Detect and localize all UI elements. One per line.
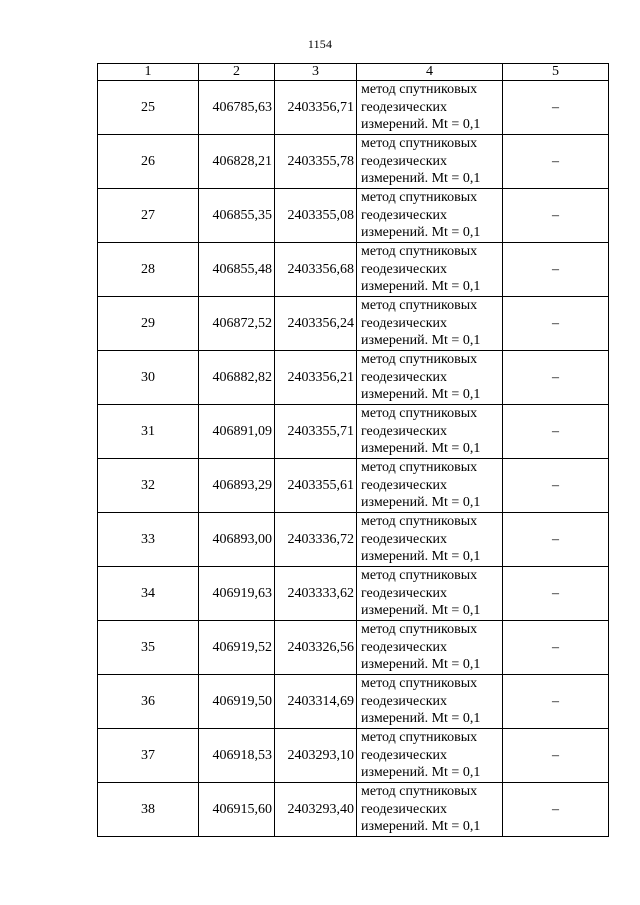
x-coordinate-cell: 406893,00: [199, 513, 275, 567]
method-line: измерений. Mt = 0,1: [361, 711, 481, 727]
method-line: метод спутниковых: [361, 406, 478, 422]
note-cell: –: [503, 135, 609, 189]
method-line: измерений. Mt = 0,1: [361, 171, 481, 187]
method-line: метод спутниковых: [361, 460, 478, 476]
method-line: метод спутниковых: [361, 244, 478, 260]
method-line: геодезических: [361, 801, 448, 817]
point-number-cell: 26: [98, 135, 199, 189]
y-coordinate-cell: 2403336,72: [275, 513, 357, 567]
method-line: измерений. Mt = 0,1: [361, 117, 481, 133]
table-row: [98, 729, 609, 783]
y-coordinate-cell: 2403293,10: [275, 729, 357, 783]
method-line: метод спутниковых: [361, 82, 478, 98]
method-line: метод спутниковых: [361, 352, 478, 368]
method-line: измерений. Mt = 0,1: [361, 549, 481, 565]
point-number-cell: 34: [98, 567, 199, 621]
note-cell: –: [503, 405, 609, 459]
method-line: метод спутниковых: [361, 298, 478, 314]
method-line: метод спутниковых: [361, 676, 478, 692]
x-coordinate-cell: 406872,52: [199, 297, 275, 351]
table-row: [98, 405, 609, 459]
table-header-row: [98, 64, 609, 81]
note-cell: –: [503, 567, 609, 621]
method-cell: [357, 351, 503, 405]
note-cell: –: [503, 783, 609, 837]
note-cell: –: [503, 189, 609, 243]
x-coordinate-cell: 406915,60: [199, 783, 275, 837]
method-cell: [357, 675, 503, 729]
x-coordinate-cell: 406828,21: [199, 135, 275, 189]
table-row: [98, 243, 609, 297]
method-cell: [357, 189, 503, 243]
x-coordinate-cell: 406918,53: [199, 729, 275, 783]
x-coordinate-cell: 406882,82: [199, 351, 275, 405]
table-row: [98, 189, 609, 243]
table-row: [98, 621, 609, 675]
x-coordinate-cell: 406855,48: [199, 243, 275, 297]
x-coordinate-cell: 406893,29: [199, 459, 275, 513]
y-coordinate-cell: 2403355,71: [275, 405, 357, 459]
method-line: геодезических: [361, 639, 448, 655]
method-line: геодезических: [361, 261, 448, 277]
method-line: измерений. Mt = 0,1: [361, 603, 481, 619]
method-line: геодезических: [361, 585, 448, 601]
method-line: геодезических: [361, 207, 448, 223]
note-cell: –: [503, 675, 609, 729]
method-line: измерений. Mt = 0,1: [361, 765, 481, 781]
method-cell: [357, 621, 503, 675]
method-cell: [357, 729, 503, 783]
table-row: [98, 351, 609, 405]
method-cell: [357, 243, 503, 297]
method-line: метод спутниковых: [361, 190, 478, 206]
method-line: геодезических: [361, 315, 448, 331]
note-cell: –: [503, 729, 609, 783]
method-line: измерений. Mt = 0,1: [361, 441, 481, 457]
point-number-cell: 32: [98, 459, 199, 513]
table-body: [98, 64, 609, 837]
note-cell: –: [503, 459, 609, 513]
method-line: метод спутниковых: [361, 784, 478, 800]
table-row: [98, 567, 609, 621]
method-line: измерений. Mt = 0,1: [361, 387, 481, 403]
y-coordinate-cell: 2403356,68: [275, 243, 357, 297]
method-line: геодезических: [361, 153, 448, 169]
method-line: геодезических: [361, 99, 448, 115]
y-coordinate-cell: 2403293,40: [275, 783, 357, 837]
note-cell: –: [503, 297, 609, 351]
method-line: измерений. Mt = 0,1: [361, 819, 481, 835]
table-row: [98, 297, 609, 351]
table-row: [98, 459, 609, 513]
note-cell: –: [503, 243, 609, 297]
method-cell: [357, 783, 503, 837]
method-line: измерений. Mt = 0,1: [361, 495, 481, 511]
y-coordinate-cell: 2403326,56: [275, 621, 357, 675]
point-number-cell: 29: [98, 297, 199, 351]
y-coordinate-cell: 2403314,69: [275, 675, 357, 729]
method-line: геодезических: [361, 693, 448, 709]
method-line: геодезических: [361, 477, 448, 493]
point-number-cell: 33: [98, 513, 199, 567]
point-number-cell: 30: [98, 351, 199, 405]
method-line: геодезических: [361, 369, 448, 385]
table-row: [98, 135, 609, 189]
method-cell: [357, 567, 503, 621]
method-line: измерений. Mt = 0,1: [361, 225, 481, 241]
y-coordinate-cell: 2403355,61: [275, 459, 357, 513]
y-coordinate-cell: 2403333,62: [275, 567, 357, 621]
method-cell: [357, 81, 503, 135]
y-coordinate-cell: 2403356,21: [275, 351, 357, 405]
column-header-2: 2: [199, 64, 275, 81]
method-line: геодезических: [361, 423, 448, 439]
method-line: измерений. Mt = 0,1: [361, 657, 481, 673]
method-line: метод спутниковых: [361, 514, 478, 530]
method-line: геодезических: [361, 747, 448, 763]
column-header-3: 3: [275, 64, 357, 81]
method-line: метод спутниковых: [361, 730, 478, 746]
table-row: [98, 675, 609, 729]
method-cell: [357, 297, 503, 351]
table-row: [98, 513, 609, 567]
method-line: метод спутниковых: [361, 622, 478, 638]
method-line: измерений. Mt = 0,1: [361, 333, 481, 349]
point-number-cell: 36: [98, 675, 199, 729]
table-row: [98, 783, 609, 837]
x-coordinate-cell: 406919,52: [199, 621, 275, 675]
note-cell: –: [503, 351, 609, 405]
point-number-cell: 38: [98, 783, 199, 837]
method-cell: [357, 405, 503, 459]
x-coordinate-cell: 406855,35: [199, 189, 275, 243]
x-coordinate-cell: 406891,09: [199, 405, 275, 459]
column-header-5: 5: [503, 64, 609, 81]
method-line: метод спутниковых: [361, 568, 478, 584]
table-row: [98, 81, 609, 135]
method-cell: [357, 513, 503, 567]
point-number-cell: 27: [98, 189, 199, 243]
note-cell: –: [503, 513, 609, 567]
x-coordinate-cell: 406919,50: [199, 675, 275, 729]
y-coordinate-cell: 2403355,78: [275, 135, 357, 189]
x-coordinate-cell: 406785,63: [199, 81, 275, 135]
method-cell: [357, 135, 503, 189]
column-header-4: 4: [357, 64, 503, 81]
point-number-cell: 31: [98, 405, 199, 459]
coordinates-table: [97, 63, 609, 837]
y-coordinate-cell: 2403356,71: [275, 81, 357, 135]
point-number-cell: 28: [98, 243, 199, 297]
method-line: геодезических: [361, 531, 448, 547]
note-cell: –: [503, 621, 609, 675]
x-coordinate-cell: 406919,63: [199, 567, 275, 621]
method-cell: [357, 459, 503, 513]
point-number-cell: 25: [98, 81, 199, 135]
y-coordinate-cell: 2403356,24: [275, 297, 357, 351]
method-line: метод спутниковых: [361, 136, 478, 152]
method-line: измерений. Mt = 0,1: [361, 279, 481, 295]
note-cell: –: [503, 81, 609, 135]
page-number: 1154: [307, 37, 333, 51]
point-number-cell: 37: [98, 729, 199, 783]
y-coordinate-cell: 2403355,08: [275, 189, 357, 243]
column-header-1: 1: [98, 64, 199, 81]
point-number-cell: 35: [98, 621, 199, 675]
